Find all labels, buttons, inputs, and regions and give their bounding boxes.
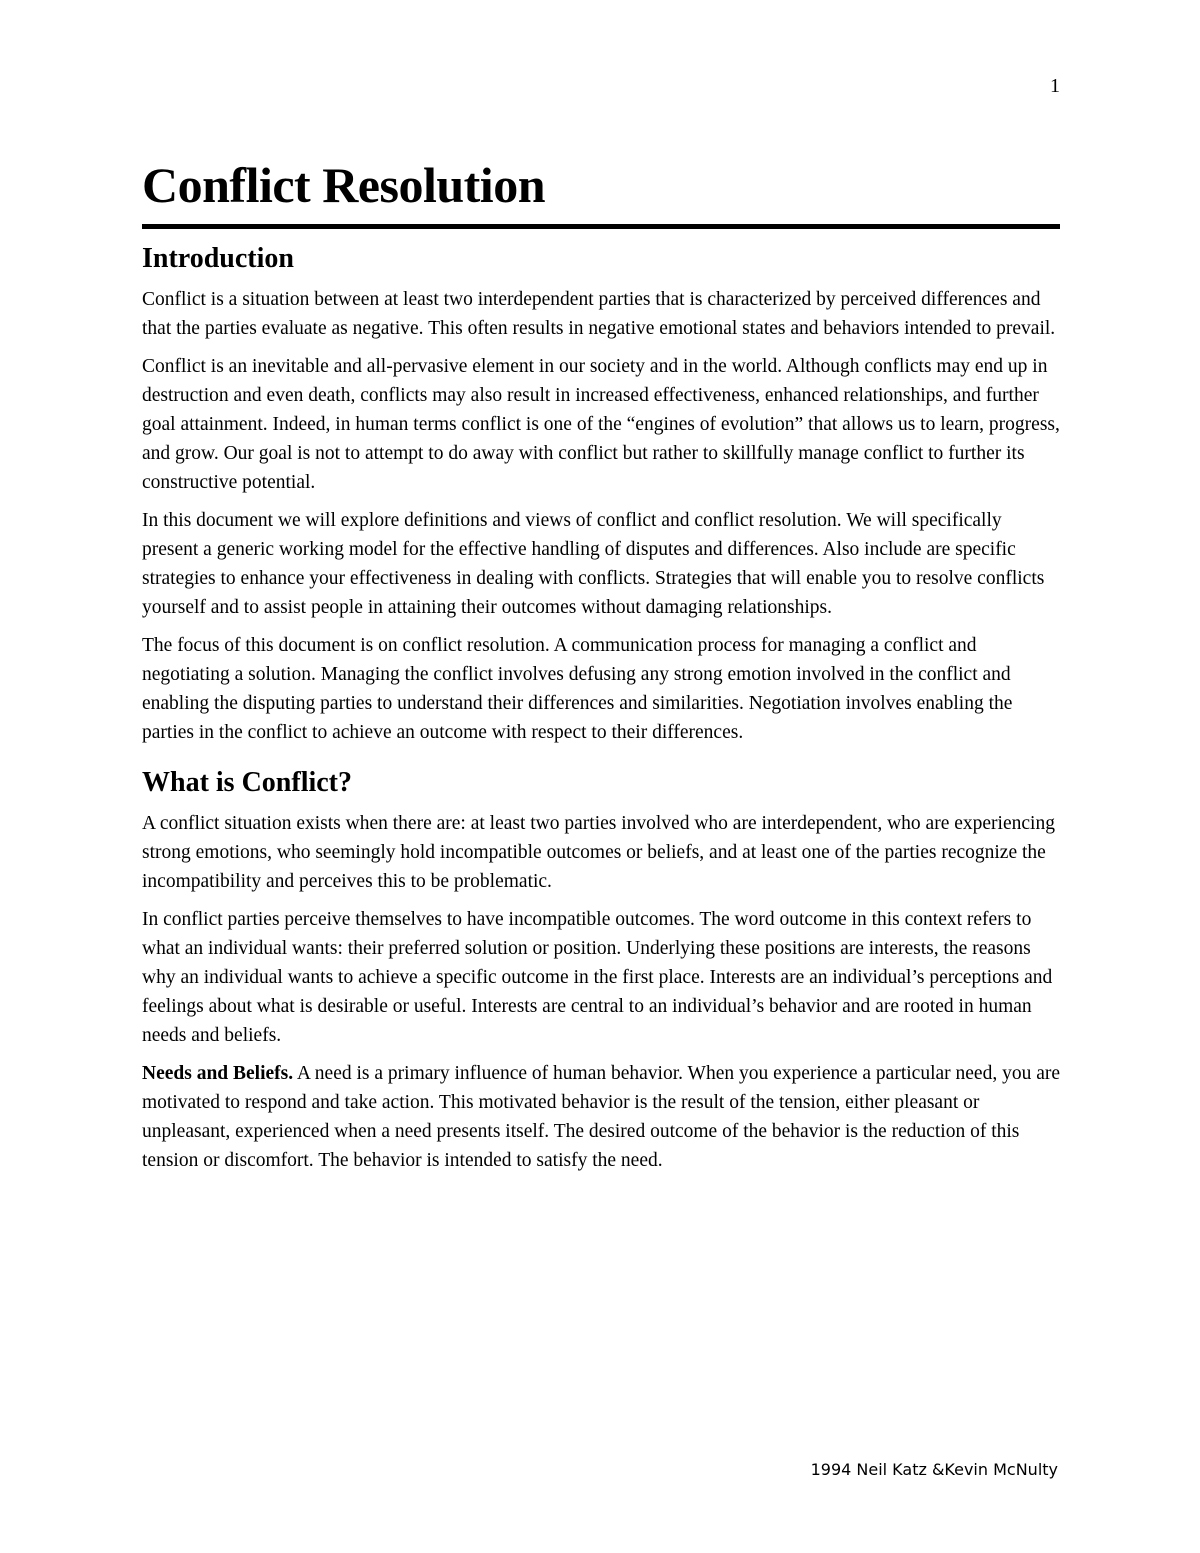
paragraph: Conflict is an inevitable and all-pervasive element in our society and in the world. Although conflicts may end up in destruction and even death, conflicts may also result in increased effectiveness, enhanced relationships, and further goal attainment. Indeed, in human terms conflict is one of the “engines of evolution” that allows us to learn, progress, and grow. Our goal is not to attempt to do away with conflict but rather to skillfully manage conflict to further its constructive potential.: [142, 356, 1060, 493]
paragraph-text: A need is a primary influence of human behavior. When you experience a particular need, you are motivated to respond and take action. This motivated behavior is the result of the tension, either pleasant or unpleasant, experienced when a need presents itself. The desired outcome of the behavior is the reduction of this tension or discomfort. The behavior is intended to satisfy the need.: [142, 1063, 1061, 1171]
document-body: [142, 150, 1060, 1184]
section-heading-what-is-conflict: What is Conflict?: [142, 767, 352, 798]
document-title: Conflict Resolution: [142, 157, 545, 213]
section-heading-introduction: Introduction: [142, 243, 294, 274]
footer-credit: 1994 Neil Katz &Kevin McNulty: [810, 1460, 1058, 1479]
paragraph: A conflict situation exists when there are: at least two parties involved who are interdependent, who are experiencing strong emotions, who seemingly hold incompatible outcomes or beliefs, and at least one of the parties recognize the incompatibility and perceives this to be problematic.: [142, 813, 1055, 892]
title-divider: [142, 224, 1060, 229]
paragraph: Conflict is a situation between at least two interdependent parties that is characterized by perceived differences and that the parties evaluate as negative. This often results in negative emotional states and behaviors intended to prevail.: [142, 289, 1056, 339]
paragraph-needs-and-beliefs: [142, 1059, 1060, 1175]
paragraph-lead-term: Needs and Beliefs.: [142, 1063, 294, 1084]
paragraph: In conflict parties perceive themselves to have incompatible outcomes. The word outcome in this context refers to what an individual wants: their preferred solution or position. Underlying these positions are interests, the reasons why an individual wants to achieve a specific outcome in the first place. Interests are an individual’s perceptions and feelings about what is desirable or useful. Interests are central to an individual’s behavior and are rooted in human needs and beliefs.: [142, 909, 1053, 1046]
paragraph: In this document we will explore definitions and views of conflict and conflict resolution. We will specifically present a generic working model for the effective handling of disputes and differences. Also include are specific strategies to enhance your effectiveness in dealing with conflicts. Strategies that will enable you to resolve conflicts yourself and to assist people in attaining their outcomes without damaging relationships.: [142, 510, 1045, 618]
page-number: 1: [1050, 75, 1060, 97]
paragraph: The focus of this document is on conflict resolution. A communication process for managing a conflict and negotiating a solution. Managing the conflict involves defusing any strong emotion involved in the conflict and enabling the disputing parties to understand their differences and similarities. Negotiation involves enabling the parties in the conflict to achieve an outcome with respect to their differences.: [142, 635, 1013, 743]
